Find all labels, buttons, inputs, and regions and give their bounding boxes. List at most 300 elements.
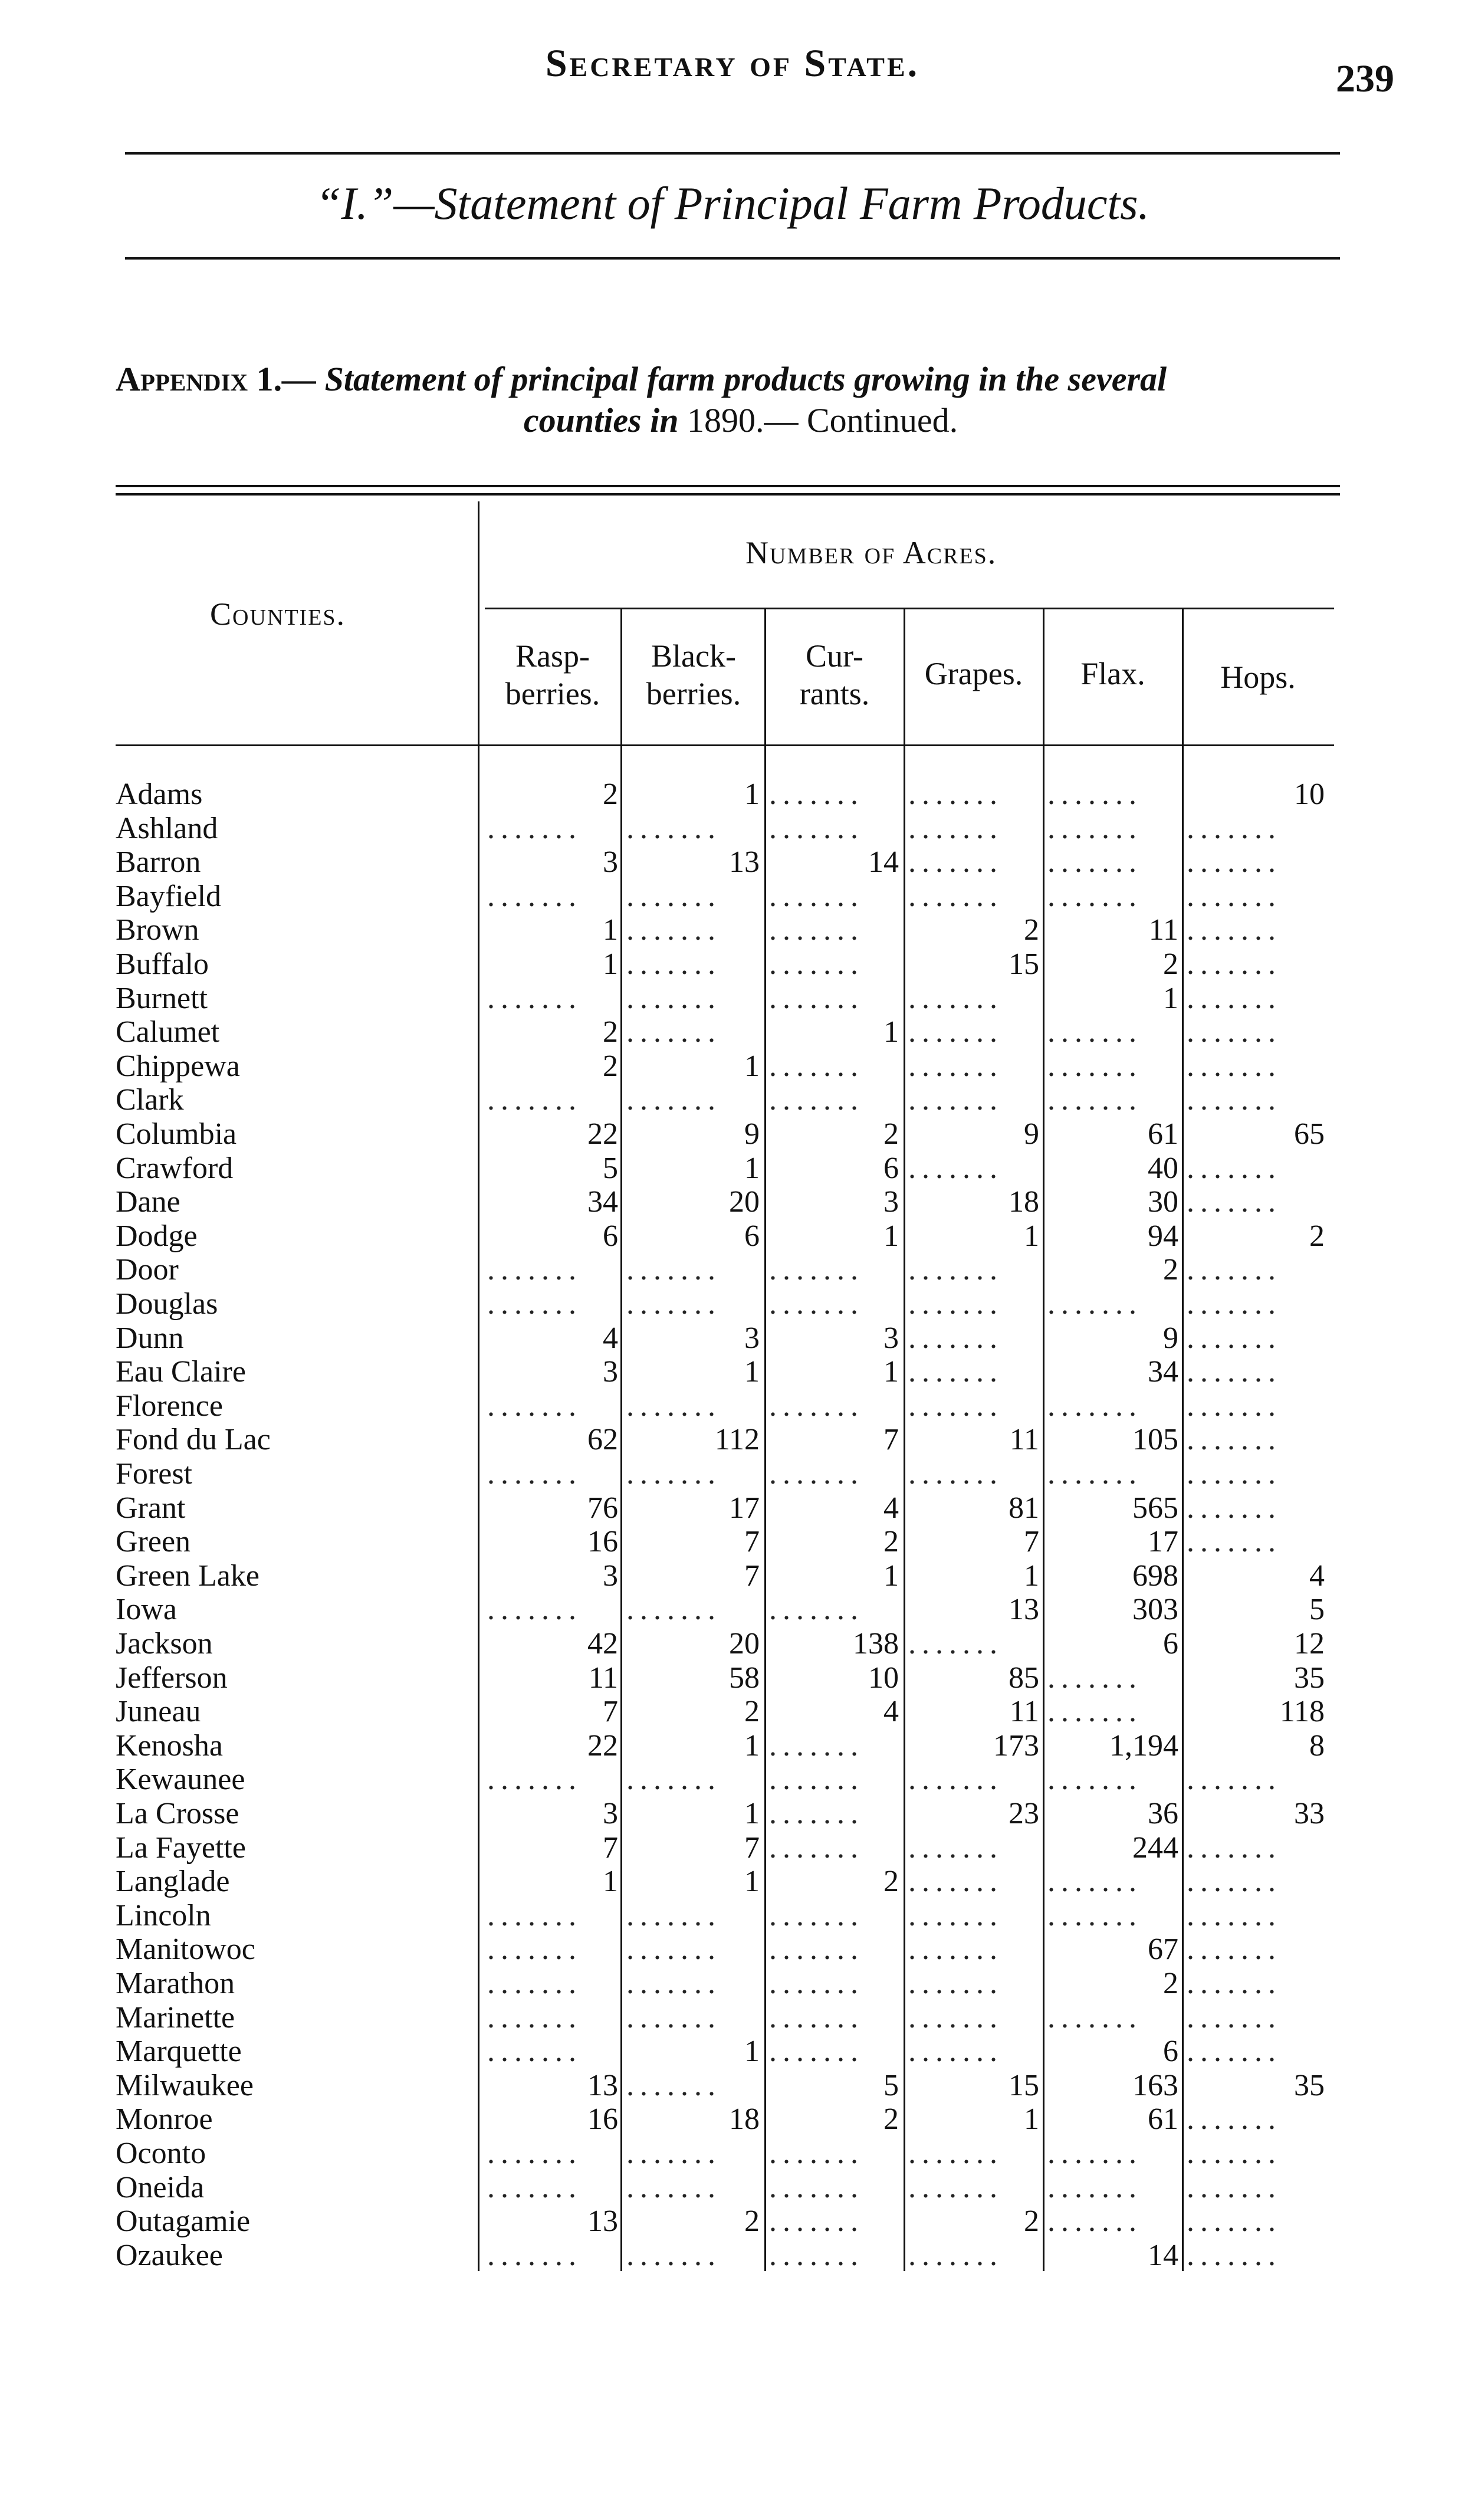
cell-grapes: 23	[1009, 1797, 1039, 1830]
cell-grapes: 7	[1024, 1525, 1039, 1559]
cell-currants: 5	[883, 2068, 899, 2102]
cell-grapes: 11	[1009, 1695, 1039, 1729]
cell-blackberries: .......	[626, 1083, 721, 1117]
running-header-title: Secretary of State.	[545, 42, 920, 85]
county-name: Calumet .....	[116, 1015, 481, 1049]
cell-hops: 12	[1294, 1627, 1325, 1661]
cell-blackberries: .......	[626, 2068, 721, 2102]
cell-raspberries: .......	[487, 2137, 582, 2170]
header-bottom-rule	[116, 744, 1334, 746]
cell-hops: .......	[1187, 811, 1282, 845]
cell-raspberries: 4	[603, 1321, 618, 1355]
cell-blackberries: .......	[626, 1253, 721, 1287]
cell-hops: .......	[1187, 845, 1282, 880]
cell-currants: .......	[769, 811, 864, 845]
cell-currants: .......	[769, 1967, 864, 2000]
cell-currants: 1	[883, 1219, 899, 1253]
cell-raspberries: 16	[587, 1525, 618, 1559]
county-name: Dodge .....	[116, 1219, 481, 1254]
cell-grapes: 81	[1009, 1491, 1039, 1525]
appendix-lead: Appendix 1.	[116, 360, 283, 398]
cell-grapes: 9	[1024, 1117, 1039, 1151]
cell-grapes: 15	[1009, 947, 1039, 981]
cell-grapes: .......	[908, 1967, 1003, 2000]
table-row	[0, 2239, 1465, 2273]
county-name: Green .....	[116, 1525, 481, 1559]
cell-hops: .......	[1187, 2102, 1282, 2137]
cell-raspberries: 1	[603, 913, 618, 947]
cell-raspberries: .......	[487, 2170, 582, 2204]
table-row	[0, 1831, 1465, 1865]
cell-raspberries: .......	[487, 2000, 582, 2035]
cell-blackberries: 3	[744, 1321, 760, 1355]
cell-blackberries: .......	[626, 2000, 721, 2035]
cell-blackberries: .......	[626, 2170, 721, 2204]
cell-flax: .......	[1047, 1865, 1142, 1899]
table-top-rule-2	[116, 493, 1340, 496]
cell-raspberries: .......	[487, 879, 582, 913]
cell-grapes: 2	[1024, 913, 1039, 947]
section-title: “I.”—Statement of Principal Farm Products.	[315, 178, 1150, 229]
cell-grapes: .......	[908, 1253, 1003, 1287]
table-row	[0, 1355, 1465, 1389]
cell-grapes: 85	[1009, 1661, 1039, 1695]
table-row	[0, 2102, 1465, 2137]
group-header-rule	[485, 608, 1334, 609]
cell-raspberries: .......	[487, 811, 582, 845]
cell-raspberries: 13	[587, 2204, 618, 2239]
cell-raspberries: 3	[603, 1558, 618, 1593]
cell-raspberries: 22	[587, 1117, 618, 1151]
cell-currants: .......	[769, 1287, 864, 1321]
county-name: Columbia .....	[116, 1117, 481, 1151]
cell-grapes: 18	[1009, 1185, 1039, 1219]
cell-currants: .......	[769, 2000, 864, 2035]
cell-raspberries: 3	[603, 1797, 618, 1830]
header-rule-top	[125, 152, 1340, 155]
cell-hops: .......	[1187, 981, 1282, 1015]
cell-blackberries: .......	[626, 879, 721, 913]
county-name: Iowa .....	[116, 1593, 481, 1627]
cell-raspberries: .......	[487, 1967, 582, 2000]
cell-hops: .......	[1187, 2000, 1282, 2035]
cell-blackberries: 1	[744, 1355, 760, 1389]
table-row	[0, 1967, 1465, 2001]
cell-blackberries: .......	[626, 1457, 721, 1491]
col-grapes-header: Grapes.	[924, 656, 1023, 691]
cell-blackberries: .......	[626, 913, 721, 947]
cell-hops: .......	[1187, 913, 1282, 947]
cell-grapes: 15	[1009, 2068, 1039, 2102]
cell-currants: 3	[883, 1321, 899, 1355]
cell-currants: .......	[769, 2204, 864, 2239]
cell-raspberries: .......	[487, 1898, 582, 1932]
cell-hops: 33	[1294, 1797, 1325, 1830]
cell-flax: .......	[1047, 2170, 1142, 2204]
col-blackberries-header: Black- berries.	[646, 638, 741, 711]
cell-currants: 2	[883, 1525, 899, 1559]
county-name: Jackson .....	[116, 1627, 481, 1661]
cell-flax: 6	[1163, 2035, 1178, 2069]
cell-grapes: .......	[908, 1763, 1003, 1797]
cell-flax: .......	[1047, 1389, 1142, 1423]
county-name: Barron .....	[116, 845, 481, 880]
cell-raspberries: 34	[587, 1185, 618, 1219]
cell-grapes: .......	[908, 1321, 1003, 1355]
number-of-acres-header: Number of Acres.	[745, 535, 997, 570]
cell-blackberries: .......	[626, 1389, 721, 1423]
cell-currants: .......	[769, 2137, 864, 2170]
cell-raspberries: .......	[487, 981, 582, 1015]
cell-grapes: .......	[908, 1865, 1003, 1899]
cell-raspberries: 2	[603, 1015, 618, 1049]
cell-flax: 30	[1148, 1185, 1178, 1219]
cell-raspberries: .......	[487, 1457, 582, 1491]
cell-blackberries: 7	[744, 1830, 760, 1865]
county-name: Dunn .....	[116, 1321, 481, 1356]
cell-currants: 1	[883, 1558, 899, 1593]
cell-raspberries: .......	[487, 1083, 582, 1117]
cell-blackberries: 7	[744, 1525, 760, 1559]
cell-hops: 10	[1294, 777, 1325, 811]
cell-hops: .......	[1187, 1525, 1282, 1559]
cell-hops: .......	[1187, 1763, 1282, 1797]
county-name: Monroe .....	[116, 2102, 481, 2137]
cell-currants: .......	[769, 879, 864, 913]
cell-raspberries: .......	[487, 2035, 582, 2069]
cell-grapes: 173	[993, 1728, 1039, 1763]
table-row	[0, 2069, 1465, 2103]
cell-hops: .......	[1187, 1083, 1282, 1117]
cell-currants: .......	[769, 1932, 864, 1967]
cell-grapes: .......	[908, 2170, 1003, 2204]
cell-grapes: .......	[908, 1049, 1003, 1083]
cell-raspberries: 6	[603, 1219, 618, 1253]
cell-currants: .......	[769, 1253, 864, 1287]
county-name: Oneida .....	[116, 2171, 481, 2205]
county-name: Florence .....	[116, 1389, 481, 1423]
cell-raspberries: .......	[487, 1287, 582, 1321]
cell-hops: .......	[1187, 1898, 1282, 1932]
county-name: Bayfield .....	[116, 880, 481, 914]
county-name: Jefferson .....	[116, 1661, 481, 1695]
table-row	[0, 1729, 1465, 1763]
cell-currants: 4	[883, 1695, 899, 1729]
cell-grapes: .......	[908, 1457, 1003, 1491]
col-hops-header: Hops.	[1220, 659, 1296, 695]
cell-grapes: 11	[1009, 1423, 1039, 1457]
county-name: Kewaunee .....	[116, 1763, 481, 1797]
cell-blackberries: 1	[744, 777, 760, 811]
table-row	[0, 812, 1465, 846]
cell-hops: .......	[1187, 2137, 1282, 2170]
cell-blackberries: 20	[729, 1185, 760, 1219]
cell-blackberries: 18	[729, 2102, 760, 2137]
county-name: Langlade .....	[116, 1865, 481, 1899]
cell-grapes: .......	[908, 845, 1003, 880]
table-row	[0, 2171, 1465, 2205]
cell-currants: .......	[769, 981, 864, 1015]
cell-blackberries: .......	[626, 1593, 721, 1627]
table-row	[0, 1559, 1465, 1593]
county-name: Burnett .....	[116, 982, 481, 1016]
cell-blackberries: 1	[744, 1049, 760, 1083]
cell-flax: .......	[1047, 2000, 1142, 2035]
appendix-line2: counties in 1890.— Continued.	[523, 401, 958, 439]
cell-flax: .......	[1047, 845, 1142, 880]
appendix-caption	[116, 359, 1366, 441]
col-raspberries-header: Rasp- berries.	[505, 638, 600, 711]
cell-currants: .......	[769, 2170, 864, 2204]
cell-flax: .......	[1047, 879, 1142, 913]
cell-raspberries: 7	[603, 1830, 618, 1865]
cell-grapes: .......	[908, 1830, 1003, 1865]
cell-flax: 163	[1132, 2068, 1178, 2102]
cell-grapes: .......	[908, 1932, 1003, 1967]
cell-raspberries: 76	[587, 1491, 618, 1525]
cell-raspberries: 13	[587, 2068, 618, 2102]
cell-flax: 9	[1163, 1321, 1178, 1355]
cell-raspberries: 1	[603, 947, 618, 981]
cell-currants: .......	[769, 2035, 864, 2069]
county-name: Door .....	[116, 1253, 481, 1287]
county-name: Juneau .....	[116, 1695, 481, 1729]
cell-hops: .......	[1187, 1253, 1282, 1287]
cell-flax: .......	[1047, 1898, 1142, 1932]
cell-raspberries: .......	[487, 1253, 582, 1287]
cell-blackberries: .......	[626, 1015, 721, 1049]
table-row	[0, 1525, 1465, 1559]
table-row	[0, 1695, 1465, 1729]
county-name: Douglas .....	[116, 1287, 481, 1321]
cell-blackberries: .......	[626, 1763, 721, 1797]
cell-grapes: .......	[908, 1898, 1003, 1932]
table-row	[0, 913, 1465, 947]
cell-blackberries: 13	[729, 845, 760, 880]
table-row	[0, 1389, 1465, 1423]
cell-flax: 1	[1163, 981, 1178, 1015]
counties-header: Counties.	[210, 596, 346, 632]
county-name: Marathon .....	[116, 1967, 481, 2001]
cell-flax: 11	[1148, 913, 1178, 947]
cell-flax: 94	[1148, 1219, 1178, 1253]
cell-currants: 4	[883, 1491, 899, 1525]
cell-hops: .......	[1187, 1865, 1282, 1899]
table-row	[0, 1491, 1465, 1525]
table-row	[0, 2001, 1465, 2035]
cell-flax: .......	[1047, 1695, 1142, 1729]
cell-raspberries: 2	[603, 1049, 618, 1083]
cell-hops: .......	[1187, 2238, 1282, 2272]
county-name: Outagamie .....	[116, 2204, 481, 2239]
cell-grapes: .......	[908, 2137, 1003, 2170]
cell-hops: .......	[1187, 1287, 1282, 1321]
cell-currants: .......	[769, 1797, 864, 1830]
cell-currants: 2	[883, 1865, 899, 1899]
cell-raspberries: .......	[487, 1763, 582, 1797]
cell-hops: .......	[1187, 879, 1282, 913]
table-row	[0, 1083, 1465, 1117]
county-name: Marquette .....	[116, 2035, 481, 2069]
cell-hops: 2	[1309, 1219, 1325, 1253]
col-flax-header: Flax.	[1080, 656, 1145, 691]
county-name: Kenosha .....	[116, 1729, 481, 1763]
cell-blackberries: 1	[744, 1797, 760, 1830]
cell-flax: 565	[1132, 1491, 1178, 1525]
cell-currants: .......	[769, 1898, 864, 1932]
cell-blackberries: .......	[626, 947, 721, 981]
table-row	[0, 1627, 1465, 1661]
county-name: Eau Claire .....	[116, 1355, 481, 1389]
cell-currants: 10	[868, 1661, 899, 1695]
cell-grapes: .......	[908, 2238, 1003, 2272]
table-row	[0, 982, 1465, 1016]
cell-flax: 2	[1163, 1967, 1178, 2000]
cell-grapes: .......	[908, 1151, 1003, 1185]
cell-currants: 1	[883, 1355, 899, 1389]
table-row	[0, 777, 1465, 812]
cell-grapes: .......	[908, 1083, 1003, 1117]
cell-flax: .......	[1047, 2137, 1142, 2170]
cell-flax: .......	[1047, 1661, 1142, 1695]
table-row	[0, 1185, 1465, 1219]
cell-blackberries: .......	[626, 1898, 721, 1932]
cell-hops: .......	[1187, 2170, 1282, 2204]
table-row	[0, 1899, 1465, 1933]
cell-blackberries: .......	[626, 1932, 721, 1967]
cell-blackberries: 58	[729, 1661, 760, 1695]
cell-hops: .......	[1187, 1321, 1282, 1355]
table-row	[0, 1287, 1465, 1321]
table-row	[0, 1151, 1465, 1186]
cell-grapes: .......	[908, 1389, 1003, 1423]
table-row	[0, 1797, 1465, 1831]
cell-flax: .......	[1047, 811, 1142, 845]
cell-grapes: 13	[1009, 1593, 1039, 1627]
table-row	[0, 1593, 1465, 1627]
table-row	[0, 1763, 1465, 1797]
county-name: Crawford .....	[116, 1151, 481, 1186]
cell-hops: 118	[1279, 1695, 1325, 1729]
cell-grapes: .......	[908, 2035, 1003, 2069]
cell-currants: .......	[769, 777, 864, 811]
cell-blackberries: 1	[744, 1865, 760, 1899]
county-name: Grant .....	[116, 1491, 481, 1525]
cell-currants: .......	[769, 913, 864, 947]
cell-hops: .......	[1187, 1185, 1282, 1219]
cell-blackberries: .......	[626, 1967, 721, 2000]
cell-flax: 61	[1148, 2102, 1178, 2137]
cell-hops: .......	[1187, 1355, 1282, 1389]
cell-hops: .......	[1187, 1967, 1282, 2000]
table-row	[0, 1253, 1465, 1287]
cell-blackberries: 6	[744, 1219, 760, 1253]
cell-grapes: 1	[1024, 2102, 1039, 2137]
cell-blackberries: 20	[729, 1627, 760, 1661]
cell-hops: .......	[1187, 1932, 1282, 1967]
county-name: Ashland .....	[116, 812, 481, 846]
cell-raspberries: 11	[588, 1661, 618, 1695]
cell-hops: 65	[1294, 1117, 1325, 1151]
cell-raspberries: 1	[603, 1865, 618, 1899]
cell-hops: .......	[1187, 1491, 1282, 1525]
cell-flax: 36	[1148, 1797, 1178, 1830]
county-name: Chippewa .....	[116, 1049, 481, 1084]
appendix-text: — Statement of principal farm products growing in the several	[282, 360, 1167, 398]
table-row	[0, 2035, 1465, 2069]
cell-currants: .......	[769, 1457, 864, 1491]
county-name: Milwaukee .....	[116, 2069, 481, 2103]
cell-raspberries: .......	[487, 1389, 582, 1423]
cell-currants: 6	[883, 1151, 899, 1185]
cell-flax: .......	[1047, 1049, 1142, 1083]
cell-flax: .......	[1047, 1457, 1142, 1491]
county-name: La Fayette .....	[116, 1831, 481, 1865]
cell-raspberries: 16	[587, 2102, 618, 2137]
cell-blackberries: 17	[729, 1491, 760, 1525]
table-row	[0, 1117, 1465, 1151]
county-name: La Crosse .....	[116, 1797, 481, 1831]
cell-blackberries: .......	[626, 811, 721, 845]
county-name: Marinette .....	[116, 2001, 481, 2035]
table-row	[0, 1321, 1465, 1356]
cell-flax: 14	[1148, 2238, 1178, 2272]
cell-currants: .......	[769, 1763, 864, 1797]
county-name: Fond du Lac .....	[116, 1423, 481, 1457]
cell-hops: 8	[1309, 1728, 1325, 1763]
cell-flax: .......	[1047, 777, 1142, 811]
cell-grapes: .......	[908, 1287, 1003, 1321]
table-row	[0, 947, 1465, 982]
cell-currants: .......	[769, 1083, 864, 1117]
cell-hops: .......	[1187, 1015, 1282, 1049]
table-row	[0, 1015, 1465, 1049]
cell-hops: .......	[1187, 2035, 1282, 2069]
cell-blackberries: 1	[744, 1151, 760, 1185]
cell-currants: 138	[853, 1627, 899, 1661]
cell-raspberries: 42	[587, 1627, 618, 1661]
cell-grapes: .......	[908, 879, 1003, 913]
cell-hops: .......	[1187, 1457, 1282, 1491]
cell-raspberries: 22	[587, 1728, 618, 1763]
cell-grapes: 1	[1024, 1558, 1039, 1593]
cell-grapes: .......	[908, 1355, 1003, 1389]
table-row	[0, 845, 1465, 880]
header-rule-bottom	[125, 257, 1340, 260]
table-row	[0, 1661, 1465, 1695]
cell-blackberries: 9	[744, 1117, 760, 1151]
county-name: Adams .....	[116, 777, 481, 812]
table-row	[0, 1865, 1465, 1899]
cell-blackberries: 2	[744, 2204, 760, 2239]
cell-blackberries: 1	[744, 1728, 760, 1763]
cell-grapes: .......	[908, 811, 1003, 845]
cell-raspberries: 3	[603, 845, 618, 880]
cell-currants: 1	[883, 1015, 899, 1049]
table-row	[0, 1457, 1465, 1491]
cell-currants: .......	[769, 1593, 864, 1627]
cell-hops: 35	[1294, 1661, 1325, 1695]
table-row	[0, 1049, 1465, 1084]
cell-hops: 35	[1294, 2068, 1325, 2102]
cell-raspberries: .......	[487, 1932, 582, 1967]
table-top-rule-1	[116, 485, 1340, 487]
cell-hops: 4	[1309, 1558, 1325, 1593]
county-name: Lincoln .....	[116, 1899, 481, 1933]
cell-currants: .......	[769, 1830, 864, 1865]
cell-currants: 2	[883, 2102, 899, 2137]
cell-hops: .......	[1187, 947, 1282, 981]
